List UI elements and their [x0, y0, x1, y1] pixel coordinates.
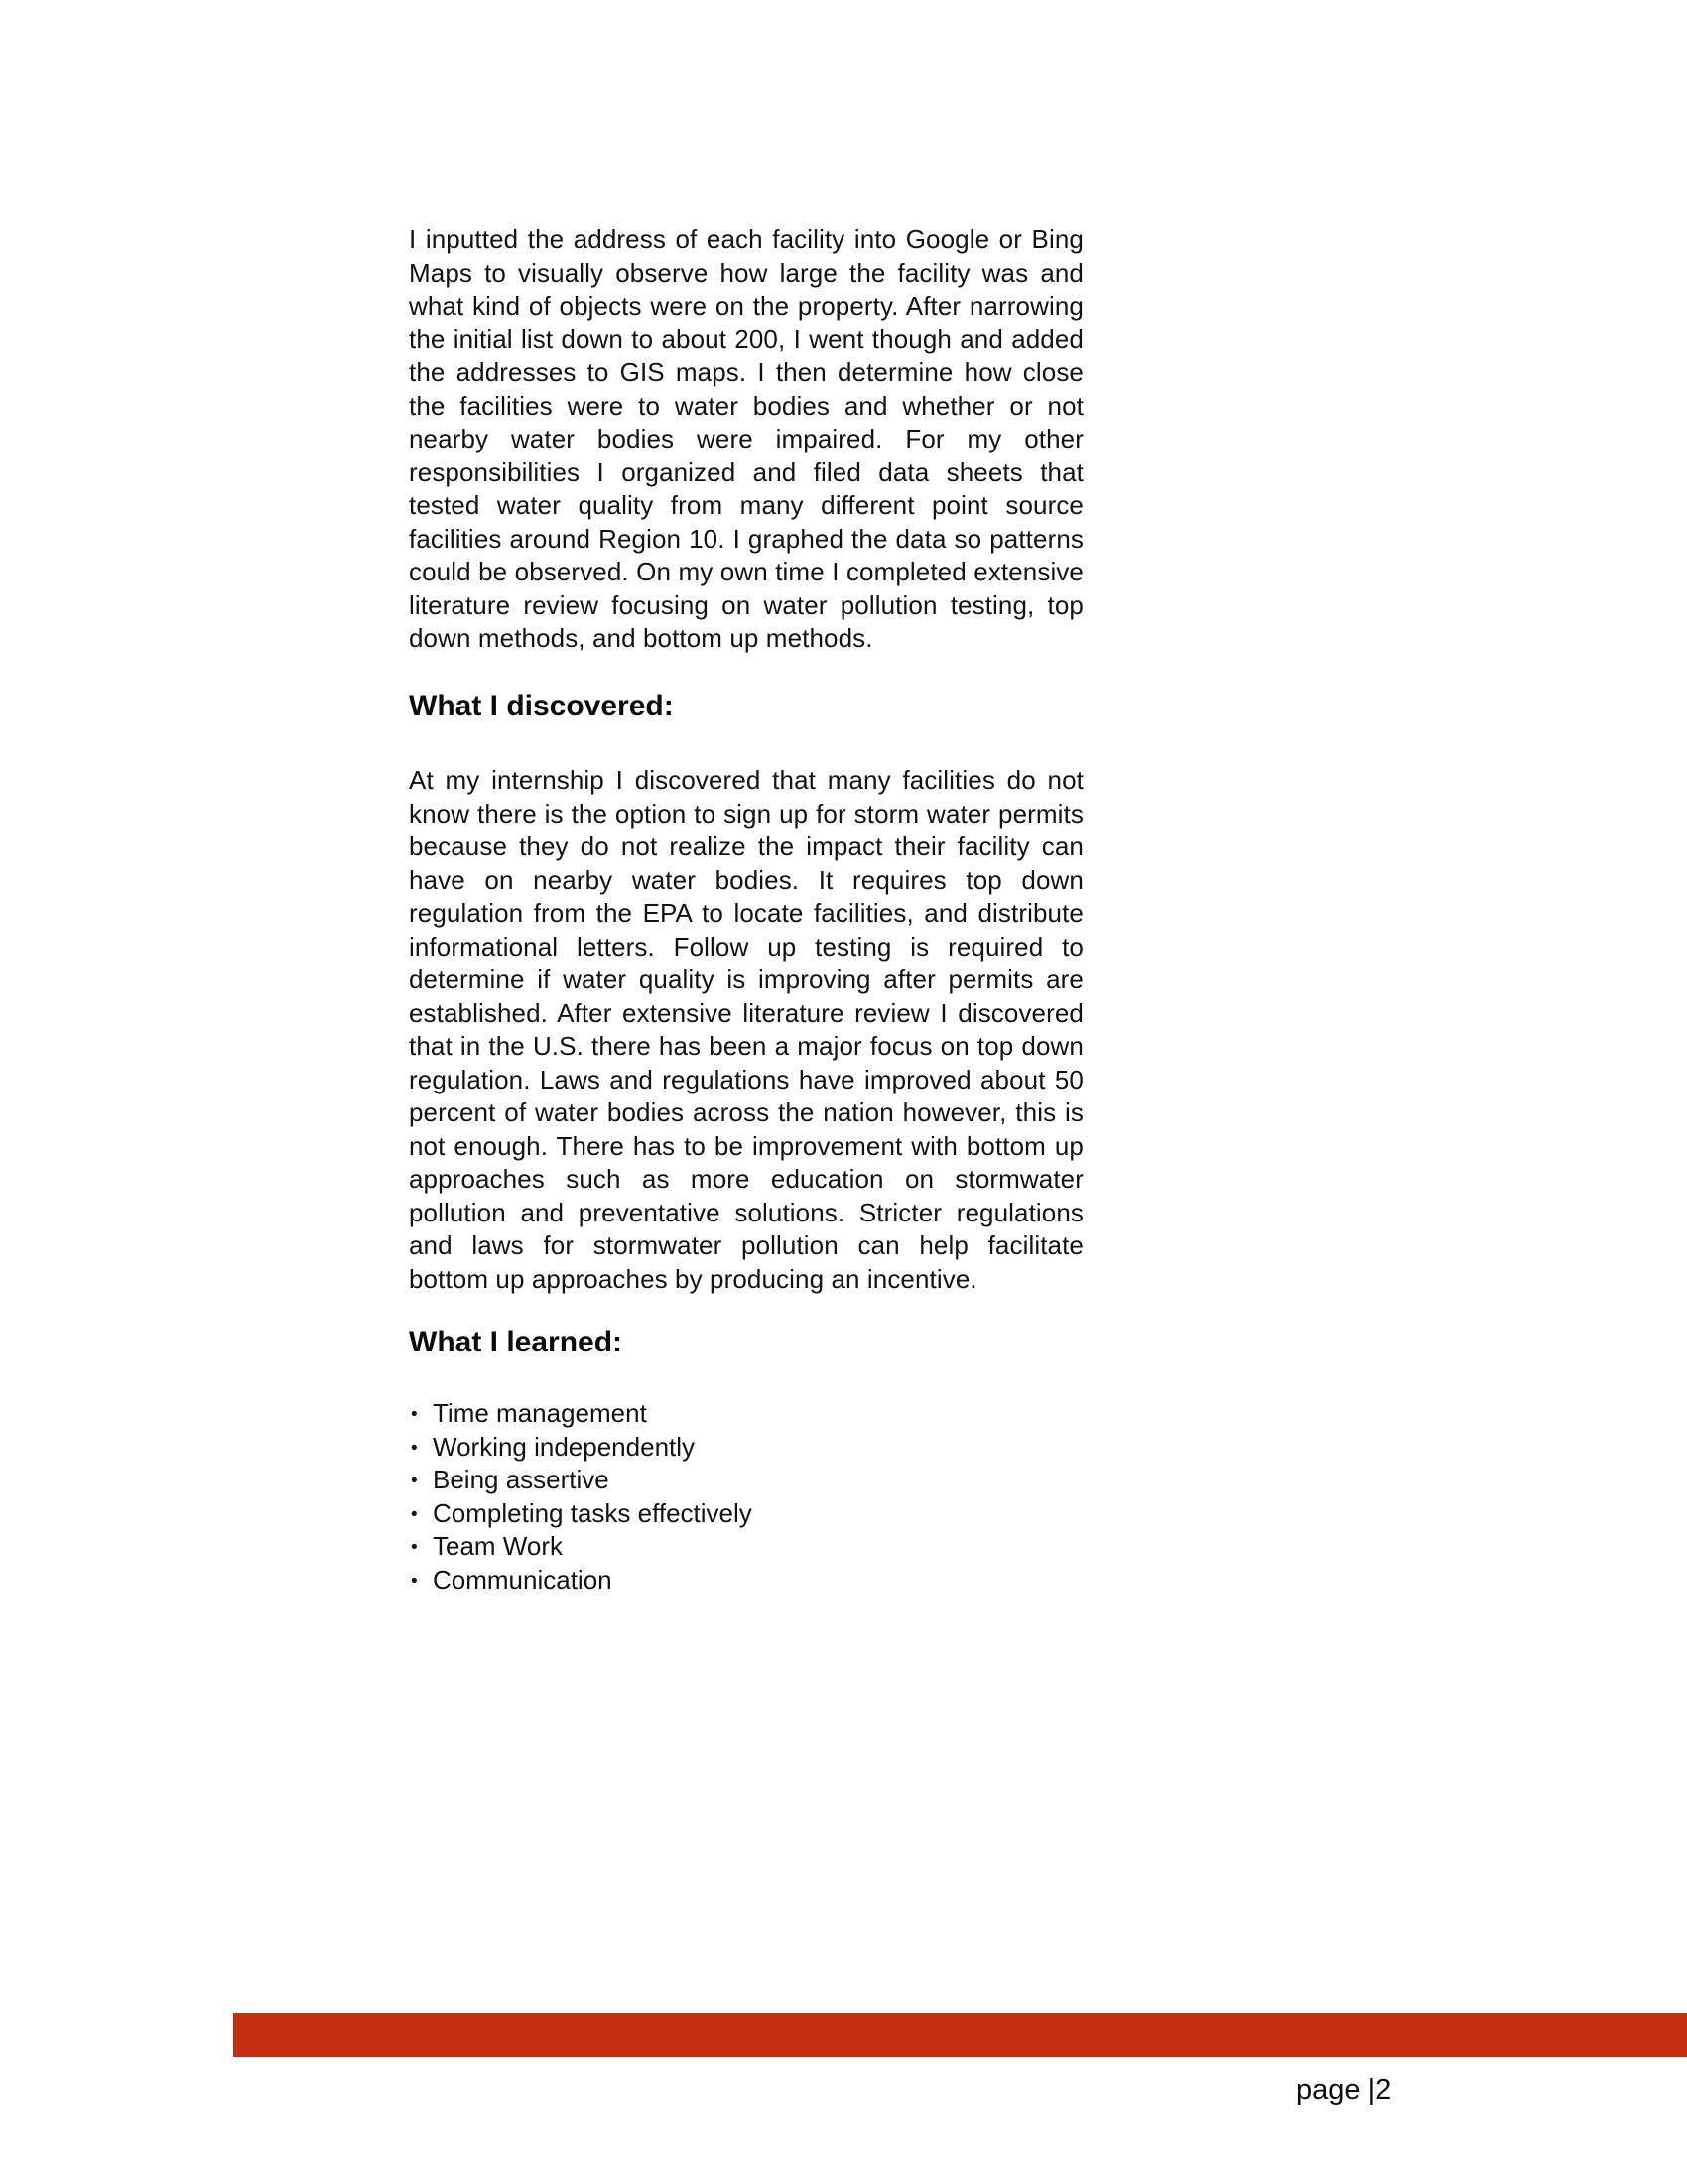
list-item: • Completing tasks effectively — [409, 1497, 1084, 1531]
learned-heading: What I learned: — [409, 1326, 623, 1358]
footer-accent-bar — [233, 2013, 1687, 2057]
list-item: • Communication — [409, 1564, 1084, 1598]
list-item: • Working independently — [409, 1431, 1084, 1465]
learned-list — [409, 1397, 1084, 1597]
page-number: page |2 — [1296, 2074, 1392, 2106]
list-item: • Being assertive — [409, 1464, 1084, 1497]
list-item: • Time management — [409, 1397, 1084, 1431]
discovered-heading: What I discovered: — [409, 690, 674, 722]
list-item: • Team Work — [409, 1530, 1084, 1564]
discovered-paragraph: At my internship I discovered that many facilities do not know there is the option to sign up for storm water permits because they do not realize the impact their facility can have on nearby water bodies. It requires top down regulation from the EPA to locate facilities, and distribute informational letters. Follow up testing is required to determine if water quality is improving after permits are established. After extensive literature review I discovered that in the U.S. there has been a major focus on top down regulation. Laws and regulations have improved about 50 percent of water bodies across the nation however, this is not enough. There has to be improvement with bottom up approaches such as more education on stormwater pollution and preventative solutions. Stricter regulations and laws for stormwater pollution can help facilitate bottom up approaches by producing an incentive. — [409, 765, 1084, 1294]
intro-paragraph: I inputted the address of each facility into Google or Bing Maps to visually observe how large the facility was and what kind of objects were on the property. After narrowing the initial list down to about 200, I went though and added the addresses to GIS maps. I then determine how close the facilities were to water bodies and whether or not nearby water bodies were impaired. For my other responsibilities I organized and filed data sheets that tested water quality from many different point source facilities around Region 10. I graphed the data so patterns could be observed. On my own time I completed extensive literature review focusing on water pollution testing, top down methods, and bottom up methods. — [409, 224, 1084, 653]
